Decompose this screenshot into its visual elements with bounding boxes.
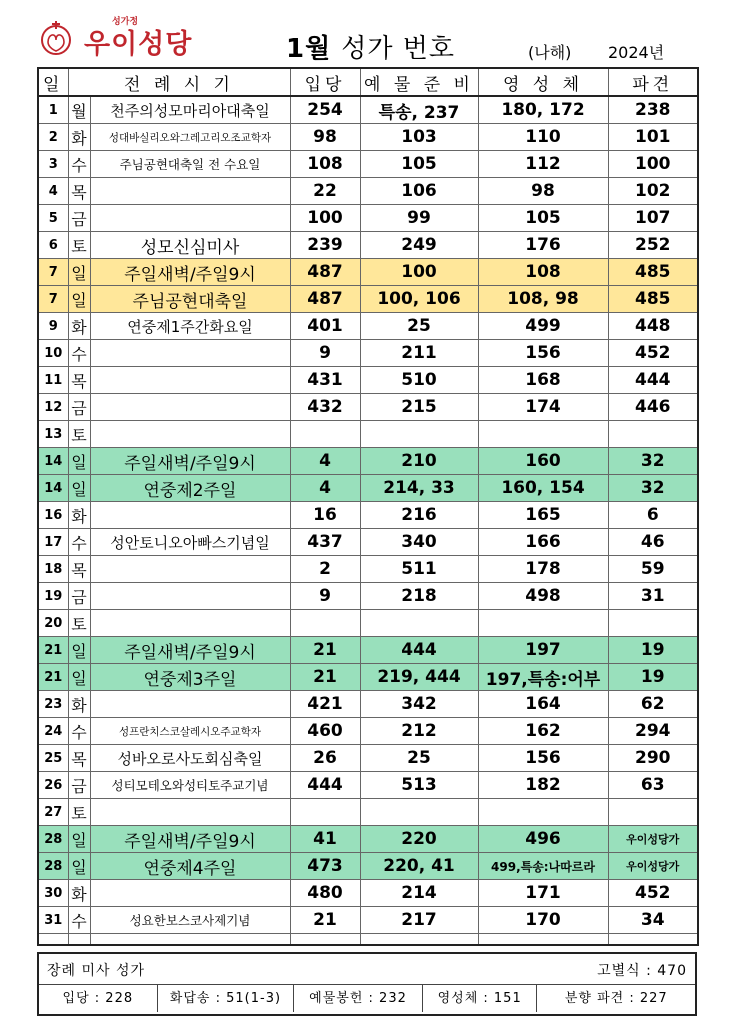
offertory-hymn-cell: 100 bbox=[360, 259, 478, 286]
offertory-hymn-cell: 106 bbox=[360, 178, 478, 205]
day-cell: 21 bbox=[38, 664, 68, 691]
funeral-psalm: 화답송 : 51(1-3) bbox=[158, 985, 295, 1012]
entrance-hymn-cell: 21 bbox=[290, 907, 360, 934]
entrance-hymn-cell: 26 bbox=[290, 745, 360, 772]
liturgy-cell: 연중제1주간화요일 bbox=[90, 313, 290, 340]
communion-hymn-cell: 105 bbox=[478, 205, 608, 232]
recessional-hymn-cell: 294 bbox=[608, 718, 698, 745]
logo-text: 우이성당 bbox=[84, 29, 193, 60]
funeral-mass-label: 장례 미사 성가 bbox=[47, 963, 146, 979]
entrance-hymn-cell: 473 bbox=[290, 853, 360, 880]
communion-hymn-cell: 98 bbox=[478, 178, 608, 205]
offertory-hymn-cell bbox=[360, 421, 478, 448]
weekday-cell: 일 bbox=[68, 286, 90, 313]
offertory-hymn-cell: 444 bbox=[360, 637, 478, 664]
liturgy-cell bbox=[90, 205, 290, 232]
offertory-hymn-cell: 99 bbox=[360, 205, 478, 232]
entrance-hymn-cell: 487 bbox=[290, 259, 360, 286]
funeral-mass-box bbox=[37, 952, 697, 1016]
liturgy-cell bbox=[90, 880, 290, 907]
table-row bbox=[38, 340, 698, 367]
communion-hymn-cell: 168 bbox=[478, 367, 608, 394]
table-row bbox=[38, 718, 698, 745]
weekday-cell: 수 bbox=[68, 907, 90, 934]
offertory-hymn-cell: 특송, 237 bbox=[360, 96, 478, 124]
recessional-hymn-cell: 290 bbox=[608, 745, 698, 772]
liturgy-cell: 주일새벽/주일9시 bbox=[90, 448, 290, 475]
weekday-cell: 일 bbox=[68, 259, 90, 286]
day-cell: 21 bbox=[38, 637, 68, 664]
table-row bbox=[38, 475, 698, 502]
recessional-hymn-cell: 107 bbox=[608, 205, 698, 232]
entrance-hymn-cell: 41 bbox=[290, 826, 360, 853]
table-row bbox=[38, 907, 698, 934]
day-cell: 23 bbox=[38, 691, 68, 718]
entrance-hymn-cell: 431 bbox=[290, 367, 360, 394]
weekday-cell: 토 bbox=[68, 799, 90, 826]
weekday-cell: 목 bbox=[68, 556, 90, 583]
table-row bbox=[38, 313, 698, 340]
communion-hymn-cell: 112 bbox=[478, 151, 608, 178]
liturgy-cell bbox=[90, 340, 290, 367]
communion-hymn-cell bbox=[478, 421, 608, 448]
offertory-hymn-cell: 249 bbox=[360, 232, 478, 259]
day-cell: 25 bbox=[38, 745, 68, 772]
day-cell: 6 bbox=[38, 232, 68, 259]
recessional-hymn-cell: 59 bbox=[608, 556, 698, 583]
recessional-hymn-cell: 63 bbox=[608, 772, 698, 799]
liturgy-cell: 성티모테오와성티토주교기념 bbox=[90, 772, 290, 799]
day-cell: 30 bbox=[38, 880, 68, 907]
liturgy-cell bbox=[90, 421, 290, 448]
communion-hymn-cell bbox=[478, 610, 608, 637]
recessional-hymn-cell: 우이성당가 bbox=[608, 853, 698, 880]
weekday-cell: 토 bbox=[68, 232, 90, 259]
entrance-hymn-cell: 22 bbox=[290, 178, 360, 205]
weekday-cell: 수 bbox=[68, 151, 90, 178]
recessional-hymn-cell: 452 bbox=[608, 880, 698, 907]
table-row bbox=[38, 178, 698, 205]
liturgy-cell: 연중제3주일 bbox=[90, 664, 290, 691]
liturgy-cell bbox=[90, 691, 290, 718]
communion-hymn-cell: 182 bbox=[478, 772, 608, 799]
funeral-communion: 영성체 : 151 bbox=[423, 985, 538, 1012]
communion-hymn-cell: 156 bbox=[478, 745, 608, 772]
church-logo-icon bbox=[38, 20, 74, 56]
day-cell: 12 bbox=[38, 394, 68, 421]
table-row bbox=[38, 232, 698, 259]
communion-hymn-cell: 162 bbox=[478, 718, 608, 745]
communion-hymn-cell: 180, 172 bbox=[478, 96, 608, 124]
entrance-hymn-cell: 4 bbox=[290, 475, 360, 502]
recessional-hymn-cell: 102 bbox=[608, 178, 698, 205]
table-row bbox=[38, 151, 698, 178]
recessional-hymn-cell: 32 bbox=[608, 448, 698, 475]
entrance-hymn-cell: 108 bbox=[290, 151, 360, 178]
day-cell: 11 bbox=[38, 367, 68, 394]
table-header-row bbox=[38, 68, 698, 96]
recessional-hymn-cell: 6 bbox=[608, 502, 698, 529]
offertory-hymn-cell: 340 bbox=[360, 529, 478, 556]
day-cell: 7 bbox=[38, 286, 68, 313]
col-header-day: 일 bbox=[38, 68, 68, 96]
table-row bbox=[38, 799, 698, 826]
weekday-cell: 일 bbox=[68, 853, 90, 880]
offertory-hymn-cell: 25 bbox=[360, 745, 478, 772]
table-row bbox=[38, 610, 698, 637]
liturgy-cell bbox=[90, 799, 290, 826]
weekday-cell: 화 bbox=[68, 124, 90, 151]
table-row bbox=[38, 96, 698, 124]
communion-hymn-cell: 171 bbox=[478, 880, 608, 907]
day-cell: 1 bbox=[38, 96, 68, 124]
funeral-entrance: 입당 : 228 bbox=[39, 985, 158, 1012]
recessional-hymn-cell: 100 bbox=[608, 151, 698, 178]
table-row bbox=[38, 502, 698, 529]
communion-hymn-cell: 166 bbox=[478, 529, 608, 556]
entrance-hymn-cell: 460 bbox=[290, 718, 360, 745]
weekday-cell: 일 bbox=[68, 448, 90, 475]
table-row bbox=[38, 772, 698, 799]
offertory-hymn-cell: 513 bbox=[360, 772, 478, 799]
weekday-cell: 목 bbox=[68, 178, 90, 205]
day-cell: 27 bbox=[38, 799, 68, 826]
recessional-hymn-cell: 485 bbox=[608, 259, 698, 286]
liturgical-year-cycle: (나해) bbox=[528, 43, 572, 62]
offertory-hymn-cell: 100, 106 bbox=[360, 286, 478, 313]
communion-hymn-cell bbox=[478, 799, 608, 826]
day-cell: 14 bbox=[38, 448, 68, 475]
col-header-communion: 영 성 체 bbox=[478, 68, 608, 96]
recessional-hymn-cell: 238 bbox=[608, 96, 698, 124]
liturgy-cell: 성대바실리오와그레고리오조교학자 bbox=[90, 124, 290, 151]
weekday-cell: 일 bbox=[68, 826, 90, 853]
recessional-hymn-cell: 46 bbox=[608, 529, 698, 556]
weekday-cell: 목 bbox=[68, 367, 90, 394]
table-row bbox=[38, 529, 698, 556]
day-cell: 7 bbox=[38, 259, 68, 286]
page-title bbox=[286, 28, 455, 65]
communion-hymn-cell: 174 bbox=[478, 394, 608, 421]
col-header-liturgy: 전 례 시 기 bbox=[68, 68, 290, 96]
recessional-hymn-cell: 444 bbox=[608, 367, 698, 394]
weekday-cell: 월 bbox=[68, 96, 90, 124]
offertory-hymn-cell: 220 bbox=[360, 826, 478, 853]
entrance-hymn-cell bbox=[290, 421, 360, 448]
entrance-hymn-cell: 4 bbox=[290, 448, 360, 475]
communion-hymn-cell: 498 bbox=[478, 583, 608, 610]
recessional-hymn-cell: 485 bbox=[608, 286, 698, 313]
day-cell: 5 bbox=[38, 205, 68, 232]
day-cell: 26 bbox=[38, 772, 68, 799]
weekday-cell: 수 bbox=[68, 340, 90, 367]
funeral-incense-recessional: 분향 파견 : 227 bbox=[564, 991, 668, 1006]
liturgy-cell: 주님공현대축일 전 수요일 bbox=[90, 151, 290, 178]
weekday-cell: 화 bbox=[68, 502, 90, 529]
liturgy-cell bbox=[90, 394, 290, 421]
weekday-cell: 금 bbox=[68, 394, 90, 421]
table-body bbox=[38, 96, 698, 934]
offertory-hymn-cell: 212 bbox=[360, 718, 478, 745]
day-cell: 31 bbox=[38, 907, 68, 934]
day-cell: 10 bbox=[38, 340, 68, 367]
offertory-hymn-cell: 215 bbox=[360, 394, 478, 421]
table-row bbox=[38, 259, 698, 286]
title-rest: 성가 번호 bbox=[341, 34, 456, 64]
liturgy-cell bbox=[90, 556, 290, 583]
communion-hymn-cell: 499 bbox=[478, 313, 608, 340]
table-row bbox=[38, 853, 698, 880]
liturgy-cell: 성모신심미사 bbox=[90, 232, 290, 259]
communion-hymn-cell: 108, 98 bbox=[478, 286, 608, 313]
table-row bbox=[38, 691, 698, 718]
entrance-hymn-cell bbox=[290, 610, 360, 637]
day-cell: 3 bbox=[38, 151, 68, 178]
liturgy-cell: 주일새벽/주일9시 bbox=[90, 259, 290, 286]
day-cell: 18 bbox=[38, 556, 68, 583]
table-row bbox=[38, 745, 698, 772]
day-cell: 17 bbox=[38, 529, 68, 556]
table-row bbox=[38, 556, 698, 583]
recessional-hymn-cell: 452 bbox=[608, 340, 698, 367]
communion-hymn-cell: 170 bbox=[478, 907, 608, 934]
liturgy-cell bbox=[90, 610, 290, 637]
recessional-hymn-cell: 62 bbox=[608, 691, 698, 718]
day-cell: 4 bbox=[38, 178, 68, 205]
liturgy-cell bbox=[90, 502, 290, 529]
table-row bbox=[38, 880, 698, 907]
entrance-hymn-cell: 9 bbox=[290, 340, 360, 367]
entrance-hymn-cell: 100 bbox=[290, 205, 360, 232]
day-cell: 2 bbox=[38, 124, 68, 151]
entrance-hymn-cell: 239 bbox=[290, 232, 360, 259]
recessional-hymn-cell: 31 bbox=[608, 583, 698, 610]
offertory-hymn-cell: 216 bbox=[360, 502, 478, 529]
offertory-hymn-cell: 217 bbox=[360, 907, 478, 934]
weekday-cell: 금 bbox=[68, 583, 90, 610]
table-row bbox=[38, 583, 698, 610]
recessional-hymn-cell bbox=[608, 610, 698, 637]
liturgy-cell: 천주의성모마리아대축일 bbox=[90, 96, 290, 124]
offertory-hymn-cell: 218 bbox=[360, 583, 478, 610]
entrance-hymn-cell: 487 bbox=[290, 286, 360, 313]
communion-hymn-cell: 160, 154 bbox=[478, 475, 608, 502]
table-spacer-row bbox=[38, 934, 698, 946]
hymn-schedule-table bbox=[37, 67, 699, 946]
weekday-cell: 일 bbox=[68, 637, 90, 664]
day-cell: 28 bbox=[38, 853, 68, 880]
offertory-hymn-cell: 510 bbox=[360, 367, 478, 394]
entrance-hymn-cell bbox=[290, 799, 360, 826]
communion-hymn-cell: 110 bbox=[478, 124, 608, 151]
liturgy-cell: 성프란치스코살레시오주교학자 bbox=[90, 718, 290, 745]
entrance-hymn-cell: 254 bbox=[290, 96, 360, 124]
table-row bbox=[38, 637, 698, 664]
entrance-hymn-cell: 401 bbox=[290, 313, 360, 340]
offertory-hymn-cell: 220, 41 bbox=[360, 853, 478, 880]
communion-hymn-cell: 165 bbox=[478, 502, 608, 529]
communion-hymn-cell: 176 bbox=[478, 232, 608, 259]
weekday-cell: 화 bbox=[68, 313, 90, 340]
day-cell: 24 bbox=[38, 718, 68, 745]
entrance-hymn-cell: 16 bbox=[290, 502, 360, 529]
table-row bbox=[38, 664, 698, 691]
entrance-hymn-cell: 432 bbox=[290, 394, 360, 421]
liturgy-cell bbox=[90, 367, 290, 394]
liturgy-cell: 성바오로사도회심축일 bbox=[90, 745, 290, 772]
entrance-hymn-cell: 21 bbox=[290, 637, 360, 664]
offertory-hymn-cell: 214 bbox=[360, 880, 478, 907]
offertory-hymn-cell: 211 bbox=[360, 340, 478, 367]
recessional-hymn-cell: 19 bbox=[608, 664, 698, 691]
communion-hymn-cell: 164 bbox=[478, 691, 608, 718]
day-cell: 19 bbox=[38, 583, 68, 610]
offertory-hymn-cell: 103 bbox=[360, 124, 478, 151]
weekday-cell: 일 bbox=[68, 664, 90, 691]
entrance-hymn-cell: 2 bbox=[290, 556, 360, 583]
communion-hymn-cell: 178 bbox=[478, 556, 608, 583]
liturgy-cell: 연중제2주일 bbox=[90, 475, 290, 502]
entrance-hymn-cell: 21 bbox=[290, 664, 360, 691]
entrance-hymn-cell: 421 bbox=[290, 691, 360, 718]
logo-subtitle: 성가정 bbox=[112, 17, 139, 27]
weekday-cell: 수 bbox=[68, 718, 90, 745]
weekday-cell: 토 bbox=[68, 610, 90, 637]
entrance-hymn-cell: 444 bbox=[290, 772, 360, 799]
offertory-hymn-cell: 210 bbox=[360, 448, 478, 475]
recessional-hymn-cell: 우이성당가 bbox=[608, 826, 698, 853]
entrance-hymn-cell: 98 bbox=[290, 124, 360, 151]
weekday-cell: 목 bbox=[68, 745, 90, 772]
liturgy-cell bbox=[90, 178, 290, 205]
recessional-hymn-cell: 446 bbox=[608, 394, 698, 421]
offertory-hymn-cell: 105 bbox=[360, 151, 478, 178]
year-label: 2024년 bbox=[608, 43, 665, 62]
day-cell: 16 bbox=[38, 502, 68, 529]
weekday-cell: 금 bbox=[68, 772, 90, 799]
table-row bbox=[38, 421, 698, 448]
funeral-mass-header bbox=[39, 954, 695, 985]
weekday-cell: 화 bbox=[68, 691, 90, 718]
offertory-hymn-cell: 219, 444 bbox=[360, 664, 478, 691]
table-row bbox=[38, 448, 698, 475]
funeral-offertory: 예물봉헌 : 232 bbox=[294, 985, 423, 1012]
liturgy-cell: 연중제4주일 bbox=[90, 853, 290, 880]
recessional-hymn-cell bbox=[608, 799, 698, 826]
communion-hymn-cell: 499,특송:나따르라 bbox=[478, 853, 608, 880]
offertory-hymn-cell: 342 bbox=[360, 691, 478, 718]
col-header-offertory: 예 물 준 비 bbox=[360, 68, 478, 96]
entrance-hymn-cell: 9 bbox=[290, 583, 360, 610]
entrance-hymn-cell: 480 bbox=[290, 880, 360, 907]
liturgy-cell: 주일새벽/주일9시 bbox=[90, 826, 290, 853]
offertory-hymn-cell: 25 bbox=[360, 313, 478, 340]
farewell-hymn: 고별식 : 470 bbox=[597, 963, 687, 979]
entrance-hymn-cell: 437 bbox=[290, 529, 360, 556]
recessional-hymn-cell: 19 bbox=[608, 637, 698, 664]
table-row bbox=[38, 205, 698, 232]
table-row bbox=[38, 367, 698, 394]
communion-hymn-cell: 160 bbox=[478, 448, 608, 475]
day-cell: 14 bbox=[38, 475, 68, 502]
liturgy-cell: 주님공현대축일 bbox=[90, 286, 290, 313]
day-cell: 20 bbox=[38, 610, 68, 637]
recessional-hymn-cell bbox=[608, 421, 698, 448]
offertory-hymn-cell: 511 bbox=[360, 556, 478, 583]
liturgy-cell: 주일새벽/주일9시 bbox=[90, 637, 290, 664]
table-row bbox=[38, 826, 698, 853]
offertory-hymn-cell bbox=[360, 799, 478, 826]
funeral-mass-items bbox=[39, 985, 695, 1012]
communion-hymn-cell: 156 bbox=[478, 340, 608, 367]
page-header bbox=[0, 0, 735, 66]
recessional-hymn-cell: 101 bbox=[608, 124, 698, 151]
weekday-cell: 금 bbox=[68, 205, 90, 232]
table-row bbox=[38, 124, 698, 151]
table-row bbox=[38, 286, 698, 313]
day-cell: 13 bbox=[38, 421, 68, 448]
recessional-hymn-cell: 34 bbox=[608, 907, 698, 934]
weekday-cell: 토 bbox=[68, 421, 90, 448]
recessional-hymn-cell: 252 bbox=[608, 232, 698, 259]
liturgy-cell: 성안토니오아빠스기념일 bbox=[90, 529, 290, 556]
communion-hymn-cell: 496 bbox=[478, 826, 608, 853]
communion-hymn-cell: 197 bbox=[478, 637, 608, 664]
day-cell: 28 bbox=[38, 826, 68, 853]
weekday-cell: 일 bbox=[68, 475, 90, 502]
liturgy-cell: 성요한보스코사제기념 bbox=[90, 907, 290, 934]
communion-hymn-cell: 197,특송:어부 bbox=[478, 664, 608, 691]
offertory-hymn-cell: 214, 33 bbox=[360, 475, 478, 502]
title-month: 1월 bbox=[286, 34, 332, 64]
weekday-cell: 화 bbox=[68, 880, 90, 907]
weekday-cell: 수 bbox=[68, 529, 90, 556]
communion-hymn-cell: 108 bbox=[478, 259, 608, 286]
liturgy-cell bbox=[90, 583, 290, 610]
offertory-hymn-cell bbox=[360, 610, 478, 637]
recessional-hymn-cell: 32 bbox=[608, 475, 698, 502]
col-header-entrance: 입당 bbox=[290, 68, 360, 96]
recessional-hymn-cell: 448 bbox=[608, 313, 698, 340]
col-header-recessional: 파견 bbox=[608, 68, 698, 96]
table-row bbox=[38, 394, 698, 421]
day-cell: 9 bbox=[38, 313, 68, 340]
